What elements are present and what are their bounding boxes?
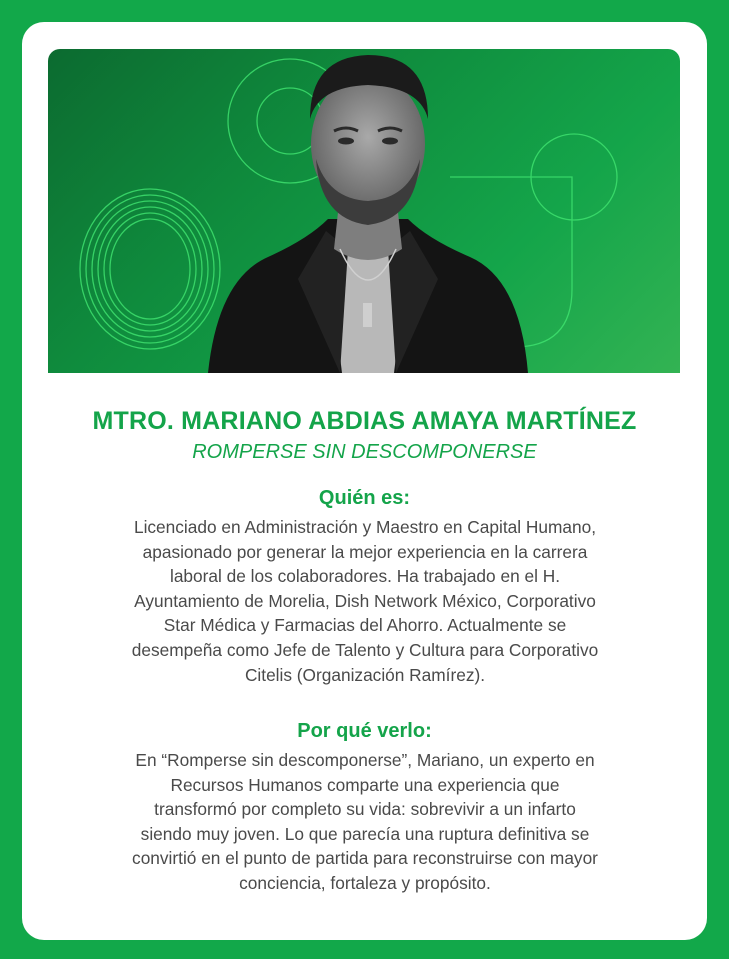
speaker-portrait xyxy=(198,49,538,373)
why-line: transformó por completo su vida: sobrevivir a un infarto xyxy=(154,799,576,820)
speaker-banner xyxy=(48,49,680,373)
bio-paragraph xyxy=(60,515,670,687)
bio-line: Citelis (Organización Ramírez). xyxy=(244,664,486,685)
bio-heading: Quién es: xyxy=(318,487,411,509)
why-line: Recursos Humanos comparte una experiencia que xyxy=(170,774,560,795)
bio-line: Licenciado en Administración y Maestro en Capital Humano, xyxy=(133,517,597,537)
speaker-name: MTRO. MARIANO ABDIAS AMAYA MARTÍNEZ xyxy=(92,407,637,435)
why-heading: Por qué verlo: xyxy=(297,720,432,742)
why-paragraph xyxy=(60,748,670,896)
bio-line: Star Médica y Farmacias del Ahorro. Actualmente se xyxy=(163,615,567,636)
bio-line: apasionado por generar la mejor experiencia en la carrera xyxy=(142,541,588,562)
why-line: siendo muy joven. Lo que parecía una ruptura definitiva se xyxy=(140,823,590,844)
bio-line: desempeña como Jefe de Talento y Cultura para Corporativo xyxy=(131,639,599,660)
bio-line: laboral de los colaboradores. Ha trabajado en el H. xyxy=(169,566,561,587)
talk-title: ROMPERSE SIN DESCOMPONERSE xyxy=(192,441,537,463)
why-line: convirtió en el punto de partida para reconstruirse con mayor xyxy=(132,848,598,869)
bio-line: Ayuntamiento de Morelia, Dish Network México, Corporativo xyxy=(134,590,596,611)
why-line: En “Romperse sin descomponerse”, Mariano, un experto en xyxy=(135,750,595,770)
why-line: conciencia, fortaleza y propósito. xyxy=(239,872,491,893)
